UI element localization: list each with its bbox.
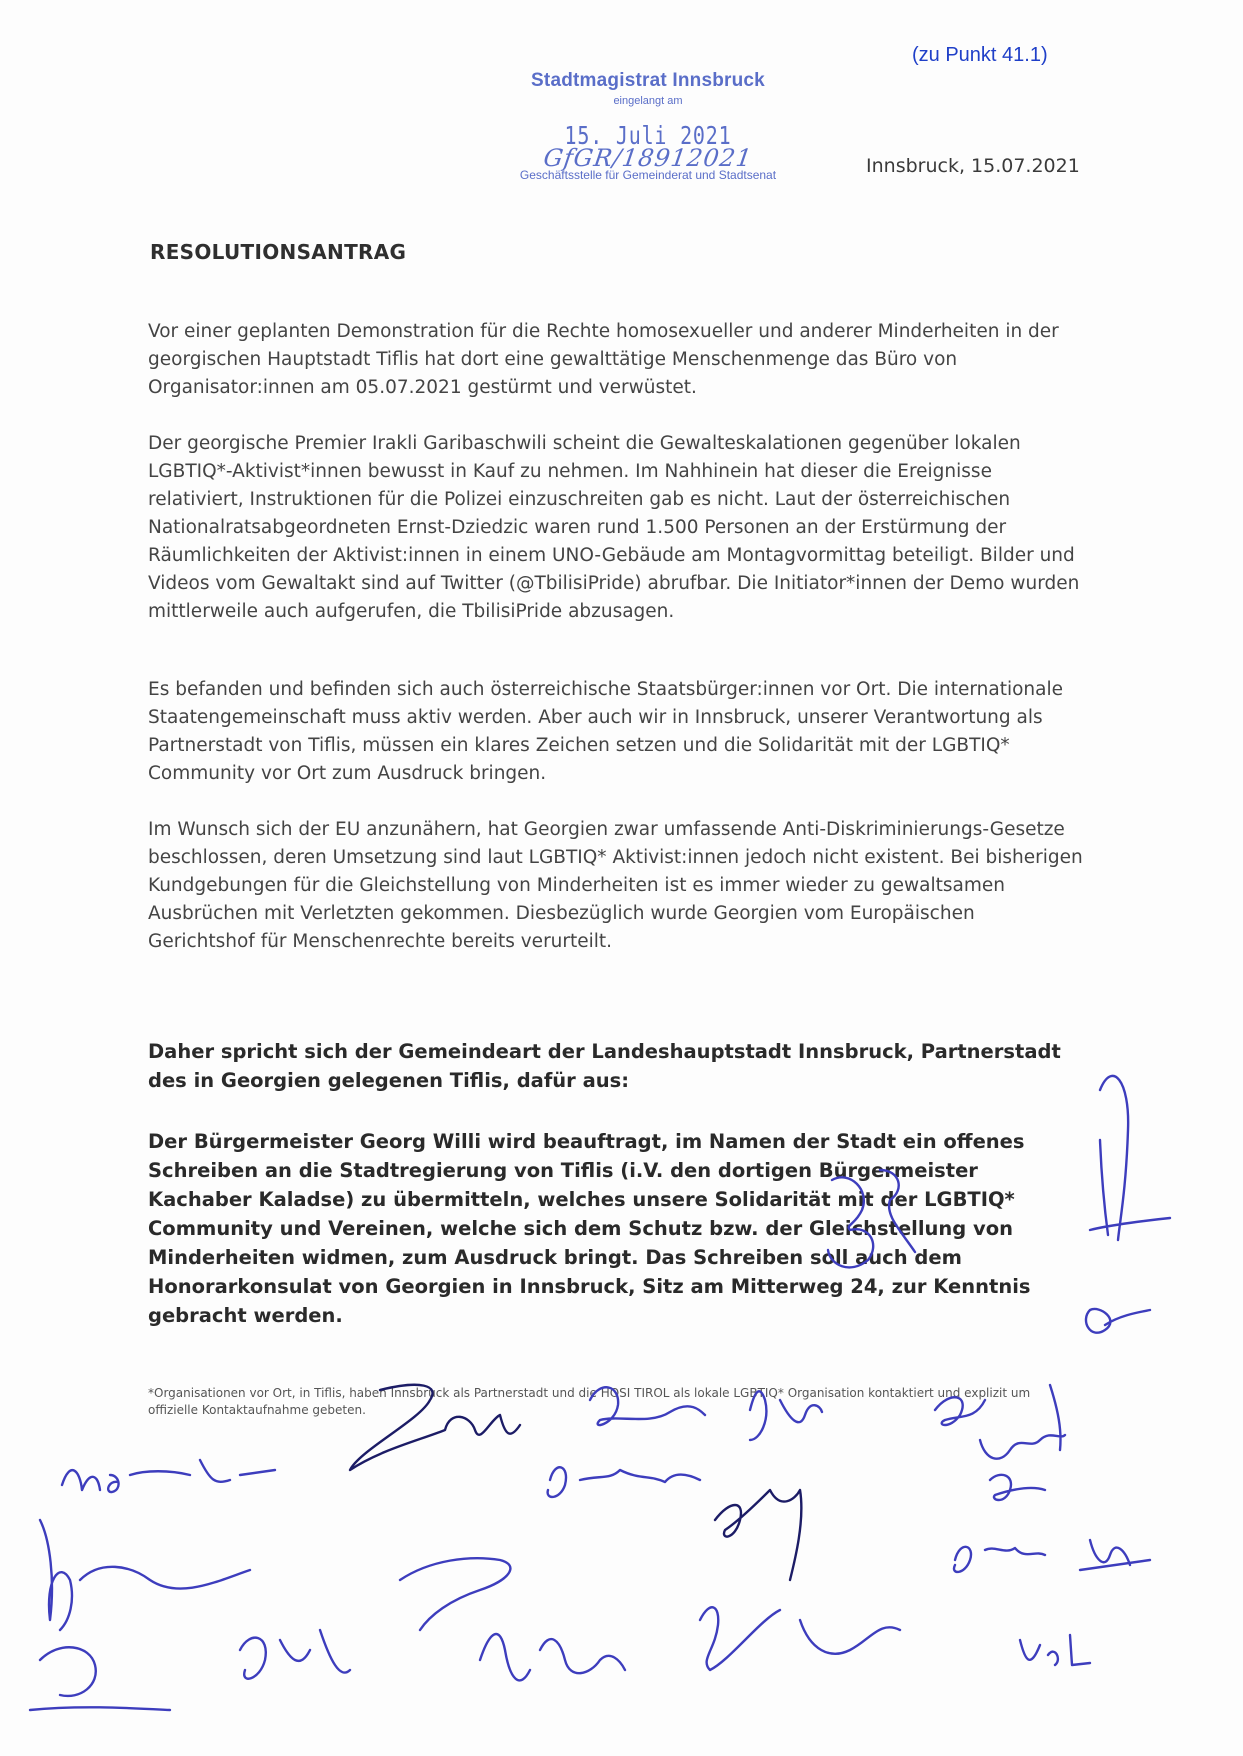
- stamp-subtitle: eingelangt am: [613, 95, 683, 107]
- signature-4: [350, 1385, 520, 1470]
- footnote: *Organisationen vor Ort, in Tiflis, haben Innsbruck als Partnerstadt und die HOSI TIROL als lokale LGBTIQ* Organisation kontaktiert und explizit um offizielle Kontaktaufnahme gebeten.: [148, 1386, 1031, 1417]
- signature-marcela: [62, 1460, 275, 1492]
- signature-14: [240, 1630, 350, 1679]
- receipt-stamp: [478, 70, 818, 182]
- resolution-body: Der Bürgermeister Georg Willi wird beauftragt, im Namen der Stadt ein offenes Schreiben an die Stadtregierung von Tiflis (i.V. den dortigen Bürgermeister Kachaber Kaladse) zu übermitteln, welches unsere Solidarität mit der LGBTIQ* Community und Vereinen, welche sich dem Schutz bzw. der Gleichstellung von Minderheiten widmen, zum Ausdruck bringt. Das Schreiben soll auch dem Honorarkonsulat von Georgien in Innsbruck, Sitz am Mitterweg 24, zur Kenntnis gebracht werden.: [148, 1130, 1031, 1327]
- paragraph: Vor einer geplanten Demonstration für die Rechte homosexueller und anderer Minderheiten in der georgischen Hauptstadt Tiflis hat dort eine gewalttätige Menschenmenge das Büro von Organisator:innen am 05.07.2021 gestürmt und verwüstet.: [148, 321, 1059, 398]
- stamp-title: Stadtmagistrat Innsbruck: [531, 70, 765, 91]
- signature-9: [980, 1385, 1065, 1459]
- paragraph: Es befanden und befinden sich auch österreichische Staatsbürger:innen vor Ort. Die internationale Staatengemeinschaft muss aktiv werden. Aber auch wir in Innsbruck, unserer Verantwortung als Partnerstadt von Tiflis, müssen ein klares Zeichen setzen und die Solidarität mit der LGBTIQ* Community vor Ort zum Ausdruck bringen.: [148, 679, 1064, 784]
- signature-7: [715, 1490, 801, 1580]
- signature-3: [1086, 1309, 1150, 1333]
- signature-10: [990, 1475, 1045, 1500]
- agenda-reference: (zu Punkt 41.1): [912, 44, 1048, 66]
- signature-5: [590, 1387, 705, 1425]
- document-heading: RESOLUTIONSANTRAG: [150, 240, 407, 264]
- signature-6: [750, 1391, 822, 1440]
- stamp-number: GfGR/18912021: [541, 144, 755, 172]
- paragraph: Der georgische Premier Irakli Garibaschwili scheint die Gewalteskalationen gegenüber lokalen LGBTIQ*-Aktivist*innen bewusst in Kauf zu nehmen. Im Nahhinein hat dieser die Ereignisse relativiert, Instruktionen für die Polizei einzuschreiten gab es nicht. Laut der österreichischen Nationalratsabgeordneten Ernst-Dziedzic waren rund 1.500 Personen an der Erstürmung der Räumlichkeiten der Aktivist:innen in einem UNO-Gebäude am Montagvormittag beteiligt. Bilder und Videos vom Gewaltakt sind auf Twitter (@TbilisiPride) abrufbar. Die Initiator*innen der Demo wurden mittlerweile auch aufgerufen, die TbilisiPride abzusagen.: [148, 433, 1080, 622]
- signature-val: [1020, 1635, 1090, 1665]
- stamp-date: 15. Juli 2021: [564, 121, 732, 150]
- signature-1: [1090, 1076, 1170, 1240]
- signature-bezirk: [954, 1547, 1045, 1572]
- signatures-area: [0, 1020, 1243, 1756]
- paragraph: Im Wunsch sich der EU anzunähern, hat Georgien zwar umfassende Anti-Diskriminierungs-Gesetze beschlossen, deren Umsetzung sind laut LGBTIQ* Aktivist:innen jedoch nicht existent. Bei bisherigen Kundgebungen für die Gleichstellung von Minderheiten ist es immer wieder zu gewaltsamen Ausbrüchen mit Verletzten gekommen. Diesbezüglich wurde Georgien vom Europäischen Gerichtshof für Menschenrechte bereits verurteilt.: [148, 819, 1083, 952]
- signature-17: [700, 1607, 900, 1670]
- place-date: Innsbruck, 15.07.2021: [866, 155, 1080, 177]
- signature-13: [30, 1647, 170, 1710]
- signature-dejan: [548, 1467, 700, 1497]
- signature-15: [400, 1558, 510, 1630]
- signature-8: [935, 1397, 985, 1425]
- signature-2: [828, 1170, 915, 1267]
- signature-12: [40, 1520, 250, 1630]
- stamp-department: Geschäftsstelle für Gemeinderat und Stadtsenat: [519, 168, 777, 182]
- signature-16: [480, 1634, 625, 1680]
- resolution-intro: Daher spricht sich der Gemeindeart der Landeshauptstadt Innsbruck, Partnerstadt des in Georgien gelegenen Tiflis, dafür aus:: [148, 1040, 1061, 1092]
- signature-11: [1080, 1540, 1150, 1570]
